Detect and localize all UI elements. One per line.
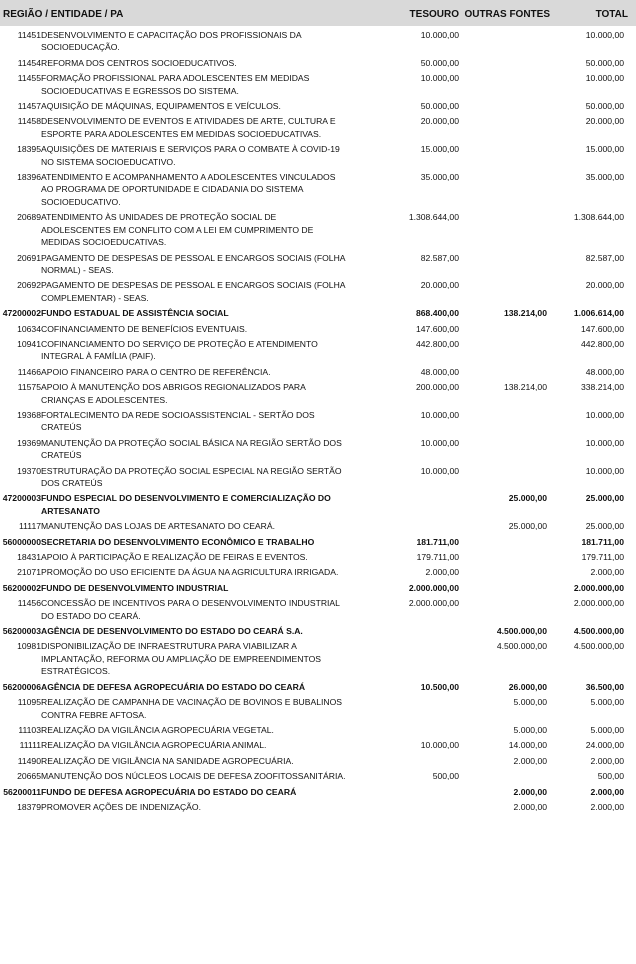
row-tesouro: 20.000,00 <box>420 116 459 127</box>
row-description: REALIZAÇÃO DE VIGILÂNCIA NA SANIDADE AGROPECUÁRIA. <box>41 755 294 766</box>
row-tesouro: 10.000,00 <box>420 465 459 476</box>
table-row <box>0 596 636 624</box>
row-code: 47200002 <box>2 308 41 319</box>
row-total: 2.000,00 <box>590 755 624 766</box>
row-tesouro: 2.000,00 <box>425 567 459 578</box>
row-code: 20665 <box>17 771 41 782</box>
table-row <box>0 519 636 534</box>
row-total: 20.000,00 <box>585 116 624 127</box>
row-outras-fontes: 2.000,00 <box>513 786 547 797</box>
table-row <box>0 365 636 380</box>
row-code: 19370 <box>17 465 41 476</box>
row-total: 20.000,00 <box>585 280 624 291</box>
row-tesouro: 147.600,00 <box>415 323 459 334</box>
row-code: 56000000 <box>2 536 41 547</box>
row-code: 11575 <box>17 382 41 393</box>
row-code: 56200006 <box>2 681 41 692</box>
table-row <box>0 278 636 306</box>
table-header <box>0 0 636 26</box>
row-total: 25.000,00 <box>585 493 624 504</box>
row-total: 500,00 <box>597 771 624 782</box>
row-tesouro: 10.500,00 <box>420 681 459 692</box>
row-code: 20689 <box>17 212 41 223</box>
row-code: 10981 <box>17 641 41 652</box>
header-total: TOTAL <box>595 9 628 20</box>
table-row <box>0 210 636 250</box>
row-outras-fontes: 26.000,00 <box>508 681 547 692</box>
row-tesouro: 868.400,00 <box>415 308 459 319</box>
row-description: REALIZAÇÃO DA VIGILÂNCIA AGROPECUÁRIA ANIMAL. <box>41 740 267 751</box>
row-tesouro: 48.000,00 <box>420 366 459 377</box>
table-row <box>0 738 636 753</box>
row-description: ATENDIMENTO ÀS UNIDADES DE PROTEÇÃO SOCIAL DE ADOLESCENTES EM CONFLITO COM A LEI EM CUMPRIMENTO DE MEDIDAS SOCIOEDUCATIVAS. <box>41 212 314 248</box>
row-outras-fontes: 25.000,00 <box>508 521 547 532</box>
row-tesouro: 15.000,00 <box>420 144 459 155</box>
row-code: 11466 <box>17 366 41 377</box>
row-tesouro: 20.000,00 <box>420 280 459 291</box>
row-tesouro: 50.000,00 <box>420 57 459 68</box>
row-outras-fontes: 138.214,00 <box>503 382 547 393</box>
row-code: 10941 <box>17 338 41 349</box>
table-row <box>0 56 636 71</box>
row-total: 15.000,00 <box>585 144 624 155</box>
row-code: 56200002 <box>2 582 41 593</box>
row-code: 20692 <box>17 280 41 291</box>
table-row <box>0 436 636 464</box>
table-row <box>0 754 636 769</box>
header-outras-fontes: OUTRAS FONTES <box>464 9 550 20</box>
row-description: FORMAÇÃO PROFISSIONAL PARA ADOLESCENTES EM MEDIDAS SOCIOEDUCATIVAS E EGRESSOS DO SISTEMA. <box>41 73 310 96</box>
row-code: 11095 <box>17 697 41 708</box>
row-total: 181.711,00 <box>581 536 624 547</box>
row-description: DESENVOLVIMENTO E CAPACITAÇÃO DOS PROFISSIONAIS DA SOCIOEDUCAÇÃO. <box>41 30 302 53</box>
row-total: 50.000,00 <box>585 57 624 68</box>
row-outras-fontes: 14.000,00 <box>508 740 547 751</box>
row-total: 48.000,00 <box>585 366 624 377</box>
row-total: 2.000.000,00 <box>573 582 624 593</box>
table-row <box>0 695 636 723</box>
row-code: 18396 <box>17 172 41 183</box>
row-code: 19368 <box>17 409 41 420</box>
row-description: MANUTENÇÃO DAS LOJAS DE ARTESANATO DO CEARÁ. <box>41 521 275 532</box>
table-row <box>0 800 636 815</box>
table-row <box>0 380 636 408</box>
row-outras-fontes: 2.000,00 <box>513 755 547 766</box>
table-row-entity <box>0 785 636 800</box>
row-code: 56200011 <box>3 786 41 797</box>
row-tesouro: 35.000,00 <box>420 172 459 183</box>
table-row-entity <box>0 491 636 519</box>
row-total: 10.000,00 <box>585 73 624 84</box>
row-total: 50.000,00 <box>585 101 624 112</box>
row-code: 11451 <box>17 30 41 40</box>
row-description: MANUTENÇÃO DOS NÚCLEOS LOCAIS DE DEFESA ZOOFITOSSANITÁRIA. <box>41 771 346 782</box>
row-tesouro: 2.000.000,00 <box>408 582 459 593</box>
row-description: FUNDO ESPECIAL DO DESENVOLVIMENTO E COMERCIALIZAÇÃO DO ARTESANATO <box>41 493 331 516</box>
row-total: 147.600,00 <box>580 323 624 334</box>
row-description: PROMOÇÃO DO USO EFICIENTE DA ÁGUA NA AGRICULTURA IRRIGADA. <box>41 567 339 578</box>
table-row <box>0 170 636 210</box>
row-total: 2.000,00 <box>590 567 624 578</box>
row-total: 10.000,00 <box>585 465 624 476</box>
row-code: 20691 <box>17 252 41 263</box>
row-tesouro: 10.000,00 <box>420 30 459 40</box>
row-code: 18379 <box>17 801 41 812</box>
row-tesouro: 179.711,00 <box>416 552 459 563</box>
table-row-entity <box>0 535 636 550</box>
row-total: 5.000,00 <box>590 697 624 708</box>
row-description: DESENVOLVIMENTO DE EVENTOS E ATIVIDADES DE ARTE, CULTURA E ESPORTE PARA ADOLESCENTES EM MEDIDAS SOCIOEDUCATIVAS. <box>41 116 336 139</box>
row-tesouro: 1.308.644,00 <box>408 212 459 223</box>
table-row <box>0 114 636 142</box>
row-total: 10.000,00 <box>585 437 624 448</box>
row-tesouro: 10.000,00 <box>420 740 459 751</box>
row-code: 11490 <box>17 755 41 766</box>
row-description: AQUISIÇÕES DE MATERIAIS E SERVIÇOS PARA O COMBATE À COVID-19 NO SISTEMA SOCIOEDUCATIVO. <box>41 144 340 167</box>
row-code: 47200003 <box>2 493 41 504</box>
row-total: 2.000,00 <box>590 801 624 812</box>
row-total: 442.800,00 <box>580 338 624 349</box>
row-tesouro: 10.000,00 <box>420 409 459 420</box>
table-row <box>0 550 636 565</box>
row-total: 25.000,00 <box>585 521 624 532</box>
table-row <box>0 723 636 738</box>
row-total: 4.500.000,00 <box>573 641 624 652</box>
row-description: FORTALECIMENTO DA REDE SOCIOASSISTENCIAL - SERTÃO DOS CRATEÚS <box>41 409 315 433</box>
row-tesouro: 10.000,00 <box>420 437 459 448</box>
row-total: 2.000,00 <box>590 786 624 797</box>
row-total: 24.000,00 <box>585 740 624 751</box>
row-tesouro: 181.711,00 <box>416 536 459 547</box>
row-description: AGÊNCIA DE DEFESA AGROPECUÁRIA DO ESTADO DO CEARÁ <box>41 681 306 692</box>
row-outras-fontes: 5.000,00 <box>513 724 547 735</box>
row-code: 11111 <box>19 740 41 751</box>
row-description: REALIZAÇÃO DE CAMPANHA DE VACINAÇÃO DE BOVINOS E BUBALINOS CONTRA FEBRE AFTOSA. <box>41 697 343 720</box>
table-row <box>0 142 636 170</box>
table-row-entity <box>0 306 636 321</box>
row-description: COFINANCIAMENTO DO SERVIÇO DE PROTEÇÃO E ATENDIMENTO INTEGRAL À FAMÍLIA (PAIF). <box>41 338 318 362</box>
header-tesouro: TESOURO <box>409 9 459 20</box>
row-description: REFORMA DOS CENTROS SOCIOEDUCATIVOS. <box>41 57 237 68</box>
table-row <box>0 769 636 784</box>
row-description: FUNDO ESTADUAL DE ASSISTÊNCIA SOCIAL <box>41 308 229 319</box>
row-description: APOIO À PARTICIPAÇÃO E REALIZAÇÃO DE FEIRAS E EVENTOS. <box>41 552 308 563</box>
row-description: PAGAMENTO DE DESPESAS DE PESSOAL E ENCARGOS SOCIAIS (FOLHA COMPLEMENTAR) - SEAS. <box>41 280 346 303</box>
row-total: 179.711,00 <box>581 552 624 563</box>
row-code: 21071 <box>17 567 41 578</box>
row-outras-fontes: 4.500.000,00 <box>496 641 547 652</box>
row-description: PAGAMENTO DE DESPESAS DE PESSOAL E ENCARGOS SOCIAIS (FOLHA NORMAL) - SEAS. <box>41 252 346 275</box>
row-code: 11455 <box>17 73 41 84</box>
row-total: 36.500,00 <box>585 681 624 692</box>
table-row <box>0 464 636 492</box>
row-code: 18395 <box>17 144 41 155</box>
row-outras-fontes: 25.000,00 <box>508 493 547 504</box>
row-code: 11117 <box>19 521 41 532</box>
row-code: 10634 <box>17 323 41 334</box>
row-total: 1.006.614,00 <box>573 308 624 319</box>
row-total: 338.214,00 <box>580 382 624 393</box>
row-code: 19369 <box>17 437 41 448</box>
row-total: 4.500.000,00 <box>573 626 624 637</box>
row-description: COFINANCIAMENTO DE BENEFÍCIOS EVENTUAIS. <box>41 323 248 334</box>
table-row <box>0 322 636 337</box>
table-row <box>0 639 636 679</box>
row-description: SECRETARIA DO DESENVOLVIMENTO ECONÔMICO E TRABALHO <box>41 536 315 547</box>
row-code: 11456 <box>17 598 41 609</box>
row-outras-fontes: 138.214,00 <box>503 308 547 319</box>
row-description: FUNDO DE DEFESA AGROPECUÁRIA DO ESTADO DO CEARÁ <box>41 786 297 797</box>
row-total: 10.000,00 <box>585 30 624 40</box>
row-total: 1.308.644,00 <box>573 212 624 223</box>
row-description: APOIO À MANUTENÇÃO DOS ABRIGOS REGIONALIZADOS PARA CRIANÇAS E ADOLESCENTES. <box>41 382 306 405</box>
row-total: 2.000.000,00 <box>573 598 624 609</box>
row-description: CONCESSÃO DE INCENTIVOS PARA O DESENVOLVIMENTO INDUSTRIAL DO ESTADO DO CEARÁ. <box>41 598 340 621</box>
row-outras-fontes: 4.500.000,00 <box>496 626 547 637</box>
row-description: DISPONIBILIZAÇÃO DE INFRAESTRUTURA PARA VIABILIZAR A IMPLANTAÇÃO, REFORMA OU AMPLIAÇÃO DE EMPREENDIMENTOS ESTRATÉGICOS. <box>41 641 321 677</box>
row-code: 11457 <box>17 101 41 112</box>
row-description: APOIO FINANCEIRO PARA O CENTRO DE REFERÊNCIA. <box>41 366 271 377</box>
table-row <box>0 565 636 580</box>
row-description: MANUTENÇÃO DA PROTEÇÃO SOCIAL BÁSICA NA REGIÃO SERTÃO DOS CRATEÚS <box>41 437 342 461</box>
table-row-entity <box>0 581 636 596</box>
row-description: AQUISIÇÃO DE MÁQUINAS, EQUIPAMENTOS E VEÍCULOS. <box>41 101 281 112</box>
row-description: REALIZAÇÃO DA VIGILÂNCIA AGROPECUÁRIA VEGETAL. <box>41 724 274 735</box>
row-outras-fontes: 2.000,00 <box>513 801 547 812</box>
row-description: ESTRUTURAÇÃO DA PROTEÇÃO SOCIAL ESPECIAL NA REGIÃO SERTÃO DOS CRATEÚS <box>41 465 342 488</box>
row-tesouro: 50.000,00 <box>420 101 459 112</box>
row-tesouro: 82.587,00 <box>420 252 459 263</box>
row-code: 56200003 <box>2 626 41 637</box>
row-total: 82.587,00 <box>585 252 624 263</box>
row-code: 11458 <box>17 116 41 127</box>
row-description: AGÊNCIA DE DESENVOLVIMENTO DO ESTADO DO CEARÁ S.A. <box>41 626 303 637</box>
row-code: 18431 <box>17 552 41 563</box>
row-code: 11454 <box>17 57 41 68</box>
row-total: 5.000,00 <box>590 724 624 735</box>
row-description: ATENDIMENTO E ACOMPANHAMENTO A ADOLESCENTES VINCULADOS AO PROGRAMA DE OPORTUNIDADE E CIDADANIA DO SISTEMA SOCIOEDUCATIVO. <box>41 172 336 207</box>
table-row <box>0 408 636 436</box>
row-code: 11103 <box>18 724 41 735</box>
table-row <box>0 28 636 56</box>
table-row <box>0 251 636 279</box>
row-tesouro: 10.000,00 <box>420 73 459 84</box>
table-row-entity <box>0 624 636 639</box>
row-total: 35.000,00 <box>585 172 624 183</box>
row-tesouro: 442.800,00 <box>415 338 459 349</box>
row-outras-fontes: 5.000,00 <box>513 697 547 708</box>
row-description: FUNDO DE DESENVOLVIMENTO INDUSTRIAL <box>41 582 229 593</box>
table-row <box>0 337 636 365</box>
table-row <box>0 71 636 99</box>
table-row-entity <box>0 680 636 695</box>
row-tesouro: 2.000.000,00 <box>408 598 459 609</box>
row-tesouro: 500,00 <box>432 771 459 782</box>
table-body <box>0 28 636 815</box>
table-row <box>0 99 636 114</box>
row-tesouro: 200.000,00 <box>415 382 459 393</box>
row-total: 10.000,00 <box>585 409 624 420</box>
header-region-entity-pa: REGIÃO / ENTIDADE / PA <box>3 9 124 20</box>
row-description: PROMOVER AÇÕES DE INDENIZAÇÃO. <box>41 801 201 812</box>
